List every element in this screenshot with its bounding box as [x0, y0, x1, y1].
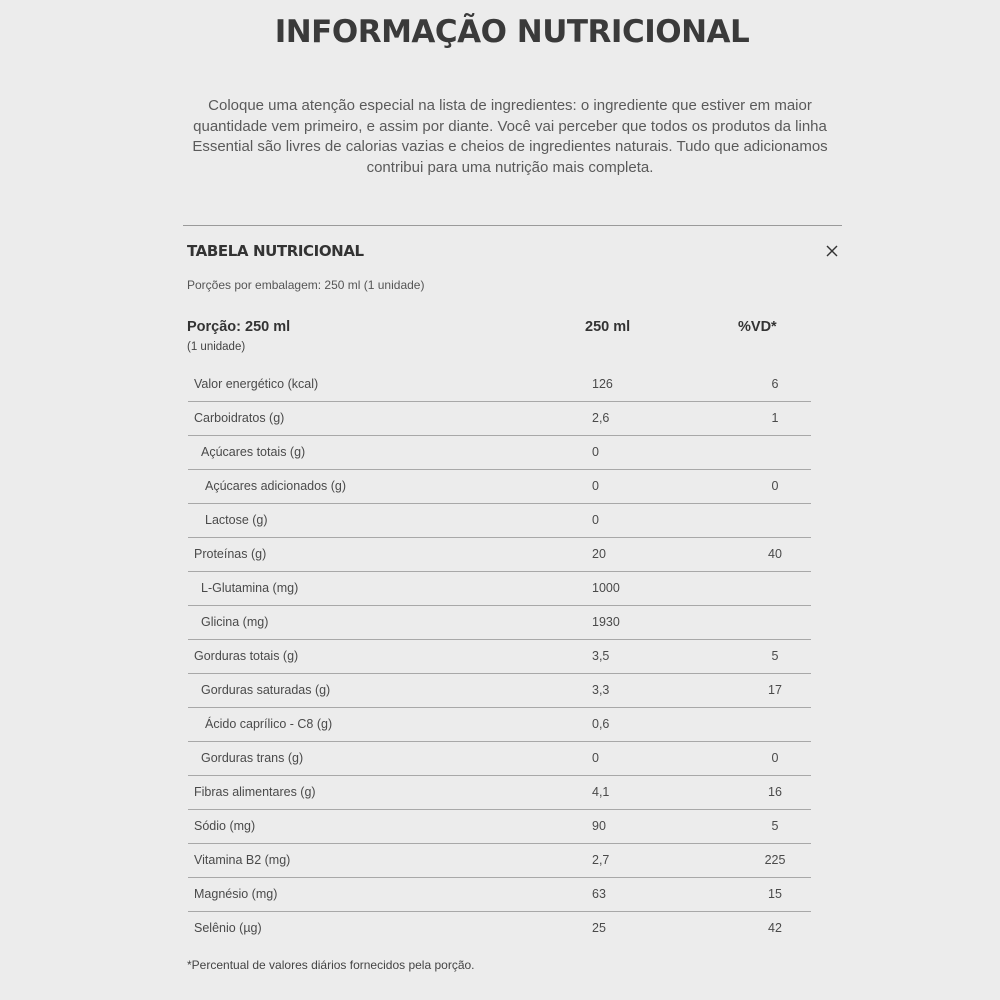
table-row	[188, 436, 811, 470]
nutrient-name: Carboidratos (g)	[194, 411, 285, 425]
nutrient-daily-value: 17	[768, 683, 782, 697]
nutrient-amount: 20	[592, 547, 606, 561]
table-row	[188, 776, 811, 810]
nutrient-amount: 25	[592, 921, 606, 935]
nutrient-name: Fibras alimentares (g)	[194, 785, 316, 799]
nutrient-daily-value: 15	[768, 887, 782, 901]
table-row	[188, 912, 811, 945]
header-portion-unit: (1 unidade)	[187, 341, 246, 353]
table-row	[188, 470, 811, 504]
nutrient-name: Vitamina B2 (mg)	[194, 853, 291, 867]
nutrient-name: Ácido caprílico - C8 (g)	[205, 717, 333, 731]
table-row	[188, 606, 811, 640]
nutrient-name: Gorduras saturadas (g)	[201, 683, 331, 697]
nutrient-name: Proteínas (g)	[194, 547, 267, 561]
portions-per-package: Porções por embalagem: 250 ml (1 unidade)	[187, 278, 425, 292]
table-row	[188, 810, 811, 844]
nutrient-amount: 0	[592, 751, 599, 765]
nutrient-name: Lactose (g)	[205, 513, 268, 527]
table-title: TABELA NUTRICIONAL	[187, 242, 364, 260]
table-row	[188, 640, 811, 674]
nutrient-daily-value: 225	[764, 853, 786, 867]
nutrient-amount: 3,3	[592, 683, 610, 697]
nutrient-amount: 0	[592, 445, 599, 459]
nutrient-daily-value: 0	[771, 479, 779, 493]
nutrient-amount: 126	[592, 377, 613, 391]
nutrient-name: Açúcares totais (g)	[201, 445, 306, 459]
table-row	[188, 674, 811, 708]
table-row	[188, 504, 811, 538]
nutrient-name: Selênio (µg)	[194, 921, 262, 935]
table-row	[188, 844, 811, 878]
intro-paragraph: Coloque uma atenção especial na lista de ingredientes: o ingrediente que estiver em maior quantidade vem primeiro, e assim por diante. Você vai perceber que todos os produtos da linha Essential são livres de calorias vazias e cheios de ingredientes naturais. Tudo que adicionamos contribui para uma nutrição mais completa.	[192, 97, 828, 176]
nutrient-amount: 0	[592, 479, 599, 493]
nutrient-amount: 2,7	[592, 853, 610, 867]
nutrient-name: Sódio (mg)	[194, 819, 256, 833]
nutrient-daily-value: 5	[771, 649, 779, 663]
close-icon	[822, 241, 842, 261]
nutrient-amount: 90	[592, 819, 606, 833]
nutrient-daily-value: 6	[771, 377, 779, 391]
nutrient-amount: 2,6	[592, 411, 610, 425]
header-column-daily-value: %VD*	[738, 319, 777, 335]
table-row	[188, 538, 811, 572]
header-column-amount: 250 ml	[585, 319, 631, 335]
table-row	[188, 368, 811, 402]
nutrient-name: L-Glutamina (mg)	[201, 581, 299, 595]
table-row	[188, 402, 811, 436]
nutrient-amount: 0	[592, 513, 599, 527]
nutrient-daily-value: 5	[771, 819, 779, 833]
nutrient-name: Glicina (mg)	[201, 615, 269, 629]
nutrient-name: Gorduras totais (g)	[194, 649, 299, 663]
page-title: INFORMAÇÃO NUTRICIONAL	[274, 14, 750, 50]
nutrient-daily-value: 42	[768, 921, 782, 935]
nutrition-table	[188, 368, 811, 945]
nutrient-amount: 63	[592, 887, 606, 901]
nutrient-daily-value: 40	[768, 547, 782, 561]
nutrient-amount: 3,5	[592, 649, 610, 663]
nutrient-name: Açúcares adicionados (g)	[205, 479, 347, 493]
section-divider	[183, 225, 842, 226]
header-portion: Porção: 250 ml	[187, 319, 291, 335]
table-row	[188, 572, 811, 606]
table-row	[188, 878, 811, 912]
nutrient-daily-value: 16	[768, 785, 782, 799]
table-row	[188, 742, 811, 776]
table-row	[188, 708, 811, 742]
footnote: *Percentual de valores diários fornecidos pela porção.	[187, 958, 475, 972]
nutrient-daily-value: 0	[771, 751, 779, 765]
nutrient-amount: 1000	[592, 581, 620, 595]
close-button[interactable]	[822, 241, 842, 261]
nutrient-amount: 0,6	[592, 717, 610, 731]
nutrient-name: Magnésio (mg)	[194, 887, 278, 901]
nutrient-amount: 4,1	[592, 785, 610, 799]
nutrient-amount: 1930	[592, 615, 620, 629]
nutrient-daily-value: 1	[771, 411, 779, 425]
nutrient-name: Valor energético (kcal)	[194, 377, 319, 391]
nutrient-name: Gorduras trans (g)	[201, 751, 304, 765]
